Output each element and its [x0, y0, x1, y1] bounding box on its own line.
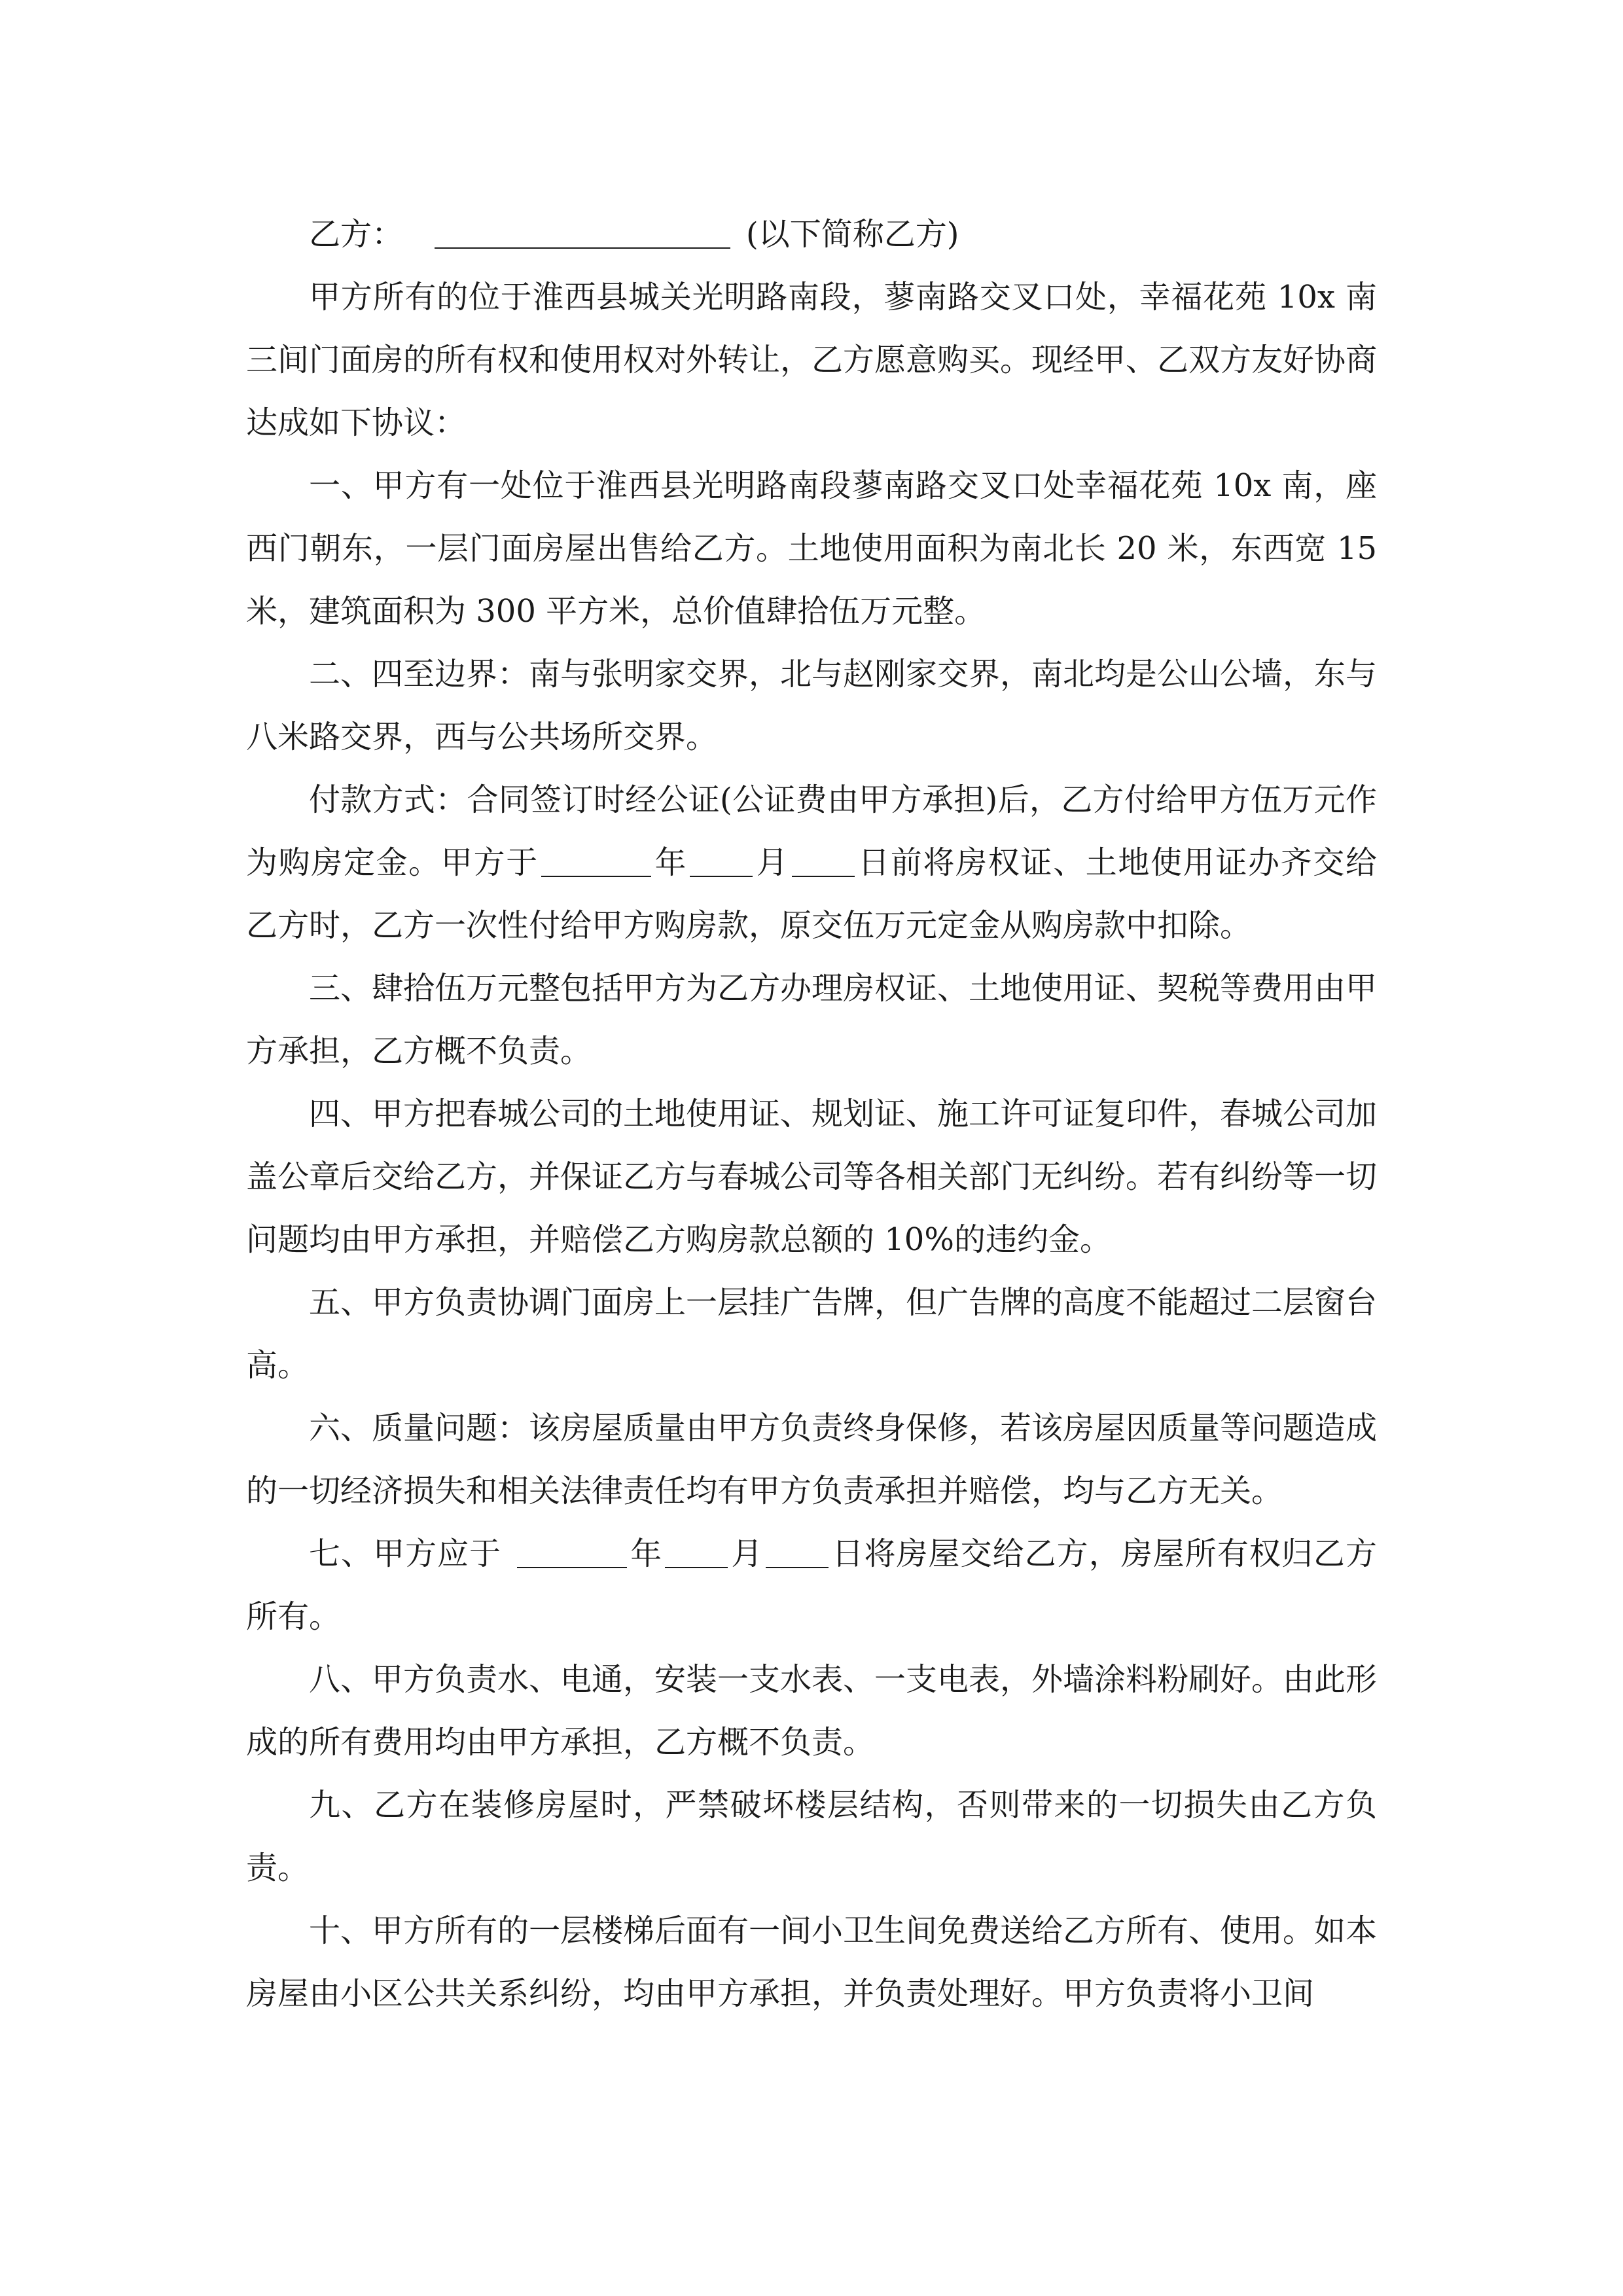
payment-day-blank	[792, 844, 855, 877]
clause-2: 二、四至边界：南与张明家交界，北与赵刚家交界，南北均是公山公墙，东与八米路交界，西与公共场所交界。	[246, 656, 1378, 755]
party-b-suffix: (以下简称乙方)	[746, 216, 959, 253]
party-b-line	[246, 203, 1377, 266]
clause-7-month-blank	[665, 1535, 728, 1568]
payment-text-1: 付款方式：合同签订时经公证(公证费由甲方承担)后，乙方付给甲方伍万元作为购房定金。甲方于	[246, 781, 1377, 881]
payment-text-2: 日前将房权证、土地使用证办齐交给乙方时，乙方一次性付给甲方购房款，原交伍万元定金从购房款中扣除。	[246, 844, 1377, 944]
clause-1: 一、甲方有一处位于淮西县光明路南段蓼南路交叉口处幸福花苑 10x 南，座西门朝东，一层门面房屋出售给乙方。土地使用面积为南北长 20 米，东西宽 15 米，建筑面积为 300 平方米，总价值肆拾伍万元整。	[246, 467, 1377, 630]
clause-3: 三、肆拾伍万元整包括甲方为乙方办理房权证、土地使用证、契税等费用由甲方承担，乙方概不负责。	[246, 970, 1378, 1069]
clause-7-day-blank	[766, 1535, 829, 1568]
clause-8: 八、甲方负责水、电通，安装一支水表、一支电表，外墙涂料粉刷好。由此形成的所有费用均由甲方承担，乙方概不负责。	[246, 1661, 1378, 1761]
clause-7-year-label: 年	[630, 1535, 663, 1572]
clause-9: 九、乙方在装修房屋时，严禁破坏楼层结构，否则带来的一切损失由乙方负责。	[246, 1787, 1377, 1886]
clause-7-month-label: 月	[730, 1535, 764, 1572]
clause-10: 十、甲方所有的一层楼梯后面有一间小卫生间免费送给乙方所有、使用。如本房屋由小区公共关系纠纷，均由甲方承担，并负责处理好。甲方负责将小卫间	[246, 1912, 1378, 2012]
clause-6: 六、质量问题：该房屋质量由甲方负责终身保修，若该房屋因质量等问题造成的一切经济损失和相关法律责任均有甲方负责承担并赔偿，均与乙方无关。	[246, 1410, 1378, 1509]
payment-year-blank	[541, 844, 651, 877]
party-b-name-blank	[435, 216, 730, 249]
intro-paragraph: 甲方所有的位于淮西县城关光明路南段，蓼南路交叉口处，幸福花苑 10x 南三间门面房的所有权和使用权对外转让，乙方愿意购买。现经甲、乙双方友好协商达成如下协议：	[246, 279, 1378, 441]
payment-month-blank	[690, 844, 753, 877]
clause-5: 五、甲方负责协调门面房上一层挂广告牌，但广告牌的高度不能超过二层窗台高。	[246, 1284, 1378, 1384]
document-body	[246, 203, 1377, 2025]
clause-4: 四、甲方把春城公司的土地使用证、规划证、施工许可证复印件，春城公司加盖公章后交给乙方，并保证乙方与春城公司等各相关部门无纠纷。若有纠纷等一切问题均由甲方承担，并赔偿乙方购房款总额的 10%的违约金。	[246, 1096, 1378, 1258]
clause-7-text-2: 日将房屋交给乙方，房屋所有权归乙方所有。	[246, 1535, 1377, 1635]
clause-7-text-1: 七、甲方应于	[309, 1535, 502, 1572]
party-b-label: 乙方：	[309, 216, 404, 253]
clause-7-year-blank	[517, 1535, 627, 1568]
payment-clause	[246, 768, 1377, 957]
clause-7	[246, 1522, 1377, 1648]
payment-month-label: 月	[755, 844, 789, 881]
payment-year-label: 年	[653, 844, 688, 881]
